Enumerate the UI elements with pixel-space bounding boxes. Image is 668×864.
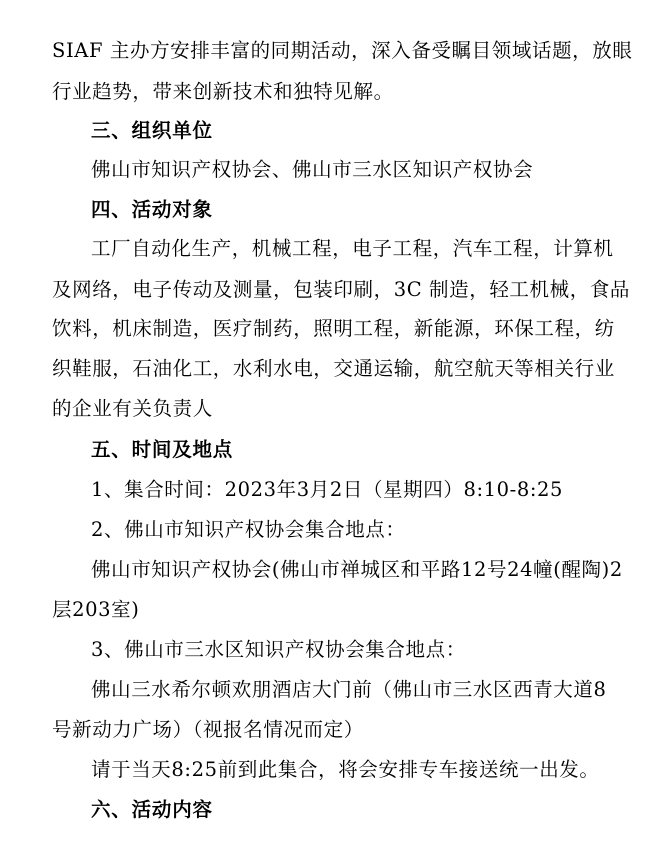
section-4-heading: 四、活动对象	[91, 198, 213, 221]
location-3-address-line-1: 佛山三水希尔顿欢朋酒店大门前（佛山市三水区西青大道8	[91, 678, 607, 701]
section-3-heading: 三、组织单位	[91, 119, 213, 142]
location-2-address-line-2: 层203室)	[52, 598, 140, 621]
meeting-time: 1、集合时间：2023年3月2日（星期四）8:10-8:25	[91, 478, 564, 501]
section-6-heading: 六、活动内容	[91, 798, 213, 821]
location-2-label: 2、佛山市知识产权协会集合地点：	[91, 518, 406, 541]
location-2-address-line-1: 佛山市知识产权协会(佛山市禅城区和平路12号24幢(醒陶)2	[91, 558, 623, 581]
section-4-line-5: 的企业有关负责人	[52, 397, 213, 420]
intro-line-2: 行业趋势，带来创新技术和独特见解。	[52, 80, 394, 103]
section-4-line-3: 饮料，机床制造，医疗制药，照明工程，新能源，环保工程，纺	[52, 317, 615, 340]
section-4-line-2: 及网络，电子传动及测量，包装印刷，3C 制造，轻工机械，食品	[52, 278, 631, 301]
location-3-address-line-2: 号新动力广场）（视报名情况而定）	[52, 718, 364, 741]
section-5-heading: 五、时间及地点	[91, 438, 234, 461]
section-4-line-4: 织鞋服，石油化工，水利水电，交通运输，航空航天等相关行业	[52, 357, 615, 380]
location-3-label: 3、佛山市三水区知识产权协会集合地点：	[91, 638, 466, 661]
assembly-notice: 请于当天8:25前到此集合，将会安排专车接送统一出发。	[91, 758, 600, 781]
section-3-text: 佛山市知识产权协会、佛山市三水区知识产权协会	[91, 158, 534, 181]
intro-line-1: SIAF 主办方安排丰富的同期活动，深入备受瞩目领域话题，放眼	[52, 39, 633, 62]
section-4-line-1: 工厂自动化生产，机械工程，电子工程，汽车工程，计算机	[91, 237, 614, 260]
